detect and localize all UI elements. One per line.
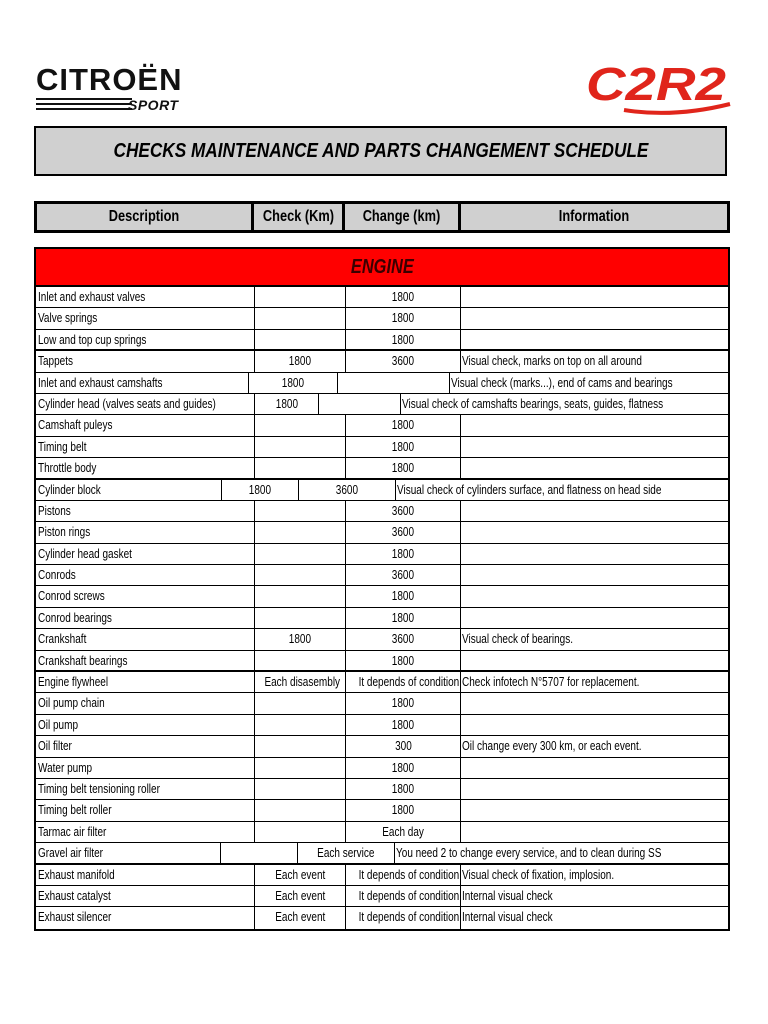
cell-information xyxy=(461,693,728,713)
cell-check xyxy=(255,693,346,713)
table-row xyxy=(36,758,728,779)
cell-change: 1800 xyxy=(346,308,461,328)
cell-information: Internal visual check xyxy=(462,888,553,903)
cell-check xyxy=(255,287,346,307)
column-header-change: Change (km) xyxy=(345,204,458,230)
cell-change: 1800 xyxy=(346,586,461,606)
cell-change: 1800 xyxy=(346,458,461,477)
table-row xyxy=(36,629,728,650)
cell-change: 1800 xyxy=(346,651,461,670)
table-row xyxy=(36,651,728,672)
cell-description: Piston rings xyxy=(36,522,255,542)
cell-information xyxy=(461,308,728,328)
cell-description: Exhaust catalyst xyxy=(36,886,255,906)
cell-description: Crankshaft bearings xyxy=(36,651,255,670)
table-row xyxy=(36,351,728,372)
table-row xyxy=(36,458,728,479)
cell-check xyxy=(221,843,298,862)
cell-description: Gravel air filter xyxy=(36,843,221,862)
cell-information xyxy=(461,715,728,735)
cell-check xyxy=(255,565,346,585)
citroen-sport-logo xyxy=(36,64,186,116)
cell-description: Low and top cup springs xyxy=(36,330,255,349)
cell-description: Crankshaft xyxy=(36,629,255,649)
cell-information: Visual check of cylinders surface, and flatness on head side xyxy=(397,482,662,497)
cell-check: Each event xyxy=(255,886,346,906)
cell-description: Tarmac air filter xyxy=(36,822,255,842)
cell-check xyxy=(255,822,346,842)
section-header-engine: ENGINE xyxy=(36,249,728,287)
cell-description: Conrod bearings xyxy=(36,608,255,628)
cell-description: Exhaust silencer xyxy=(36,907,255,928)
cell-information xyxy=(461,565,728,585)
cell-change: 1800 xyxy=(346,800,461,820)
cell-change: 3600 xyxy=(346,522,461,542)
cell-information: Check infotech N°5707 for replacement. xyxy=(462,675,640,690)
cell-check xyxy=(255,651,346,670)
cell-check xyxy=(255,800,346,820)
cell-description: Throttle body xyxy=(36,458,255,477)
table-row xyxy=(36,736,728,757)
cell-information xyxy=(461,586,728,606)
column-header-description: Description xyxy=(37,204,251,230)
cell-change: Each day xyxy=(346,822,461,842)
cell-change: 1800 xyxy=(346,415,461,435)
cell-check xyxy=(255,715,346,735)
cell-check: 1800 xyxy=(222,480,299,500)
cell-check xyxy=(255,758,346,778)
cell-change: 1800 xyxy=(346,330,461,349)
cell-information xyxy=(461,800,728,820)
cell-check xyxy=(255,608,346,628)
cell-change: 3600 xyxy=(346,629,461,649)
table-row xyxy=(36,608,728,629)
cell-information xyxy=(461,330,728,349)
cell-information: Visual check of bearings. xyxy=(462,632,573,647)
cell-check xyxy=(255,544,346,564)
table-row xyxy=(36,672,728,693)
citroen-logo-text: CITROËN xyxy=(36,62,183,97)
cell-check xyxy=(255,779,346,799)
column-header-bar xyxy=(34,201,730,233)
cell-change: 1800 xyxy=(346,758,461,778)
cell-check: Each disasembly xyxy=(255,672,346,692)
cell-description: Oil filter xyxy=(36,736,255,756)
table-row xyxy=(36,779,728,800)
cell-information xyxy=(461,287,728,307)
cell-information xyxy=(461,822,728,842)
cell-change: 1800 xyxy=(346,437,461,457)
table-row xyxy=(36,907,728,928)
cell-information xyxy=(461,522,728,542)
cell-description: Valve springs xyxy=(36,308,255,328)
cell-description: Exhaust manifold xyxy=(36,865,255,885)
cell-check: Each event xyxy=(255,865,346,885)
cell-description: Water pump xyxy=(36,758,255,778)
cell-information: Internal visual check xyxy=(462,910,553,925)
table-row xyxy=(36,865,728,886)
table-row xyxy=(36,800,728,821)
cell-description: Inlet and exhaust valves xyxy=(36,287,255,307)
table-row xyxy=(36,822,728,843)
cell-description: Oil pump xyxy=(36,715,255,735)
cell-information xyxy=(461,415,728,435)
cell-change: It depends of condition xyxy=(346,672,461,692)
document-title: CHECKS MAINTENANCE AND PARTS CHANGEMENT SCHEDULE xyxy=(113,139,648,162)
table-row xyxy=(36,373,728,394)
cell-change: 3600 xyxy=(346,565,461,585)
cell-check xyxy=(255,308,346,328)
cell-description: Conrod screws xyxy=(36,586,255,606)
cell-description: Tappets xyxy=(36,351,255,371)
table-row xyxy=(36,308,728,329)
schedule-table xyxy=(34,247,730,931)
table-row xyxy=(36,693,728,714)
cell-check: 1800 xyxy=(255,394,319,414)
cell-check: 1800 xyxy=(255,351,346,371)
column-header-check: Check (Km) xyxy=(254,204,342,230)
logo-stripes xyxy=(36,98,132,113)
cell-information xyxy=(461,608,728,628)
cell-change: 1800 xyxy=(346,779,461,799)
cell-change: 1800 xyxy=(346,715,461,735)
cell-information: You need 2 to change every service, and to clean during SS xyxy=(396,846,662,861)
cell-information xyxy=(461,651,728,670)
table-row xyxy=(36,544,728,565)
cell-check xyxy=(255,330,346,349)
table-row xyxy=(36,480,728,501)
cell-information xyxy=(461,779,728,799)
c2r2-logo-text: C2R2 xyxy=(586,58,727,110)
cell-information: Visual check of fixation, implosion. xyxy=(462,867,615,882)
cell-description: Oil pump chain xyxy=(36,693,255,713)
cell-check: Each event xyxy=(255,907,346,928)
table-body xyxy=(36,287,728,929)
table-row xyxy=(36,565,728,586)
document-title-box xyxy=(34,126,727,176)
cell-information: Visual check, marks on top on all around xyxy=(462,354,642,369)
cell-change: 3600 xyxy=(346,501,461,521)
cell-change: 300 xyxy=(346,736,461,756)
cell-check xyxy=(255,415,346,435)
cell-check xyxy=(255,522,346,542)
cell-information: Visual check of camshafts bearings, seats, guides, flatness xyxy=(401,396,663,411)
cell-change: It depends of condition xyxy=(346,907,461,928)
cell-information: Oil change every 300 km, or each event. xyxy=(462,739,642,754)
cell-check: 1800 xyxy=(249,373,338,393)
cell-check: 1800 xyxy=(255,629,346,649)
cell-check xyxy=(255,458,346,477)
cell-information xyxy=(461,758,728,778)
cell-check xyxy=(255,437,346,457)
table-row xyxy=(36,394,728,415)
cell-change xyxy=(338,373,450,393)
table-row xyxy=(36,330,728,351)
table-row xyxy=(36,287,728,308)
table-row xyxy=(36,843,728,864)
cell-change: 1800 xyxy=(346,693,461,713)
table-row xyxy=(36,715,728,736)
cell-description: Camshaft puleys xyxy=(36,415,255,435)
cell-information xyxy=(461,437,728,457)
cell-description: Inlet and exhaust camshafts xyxy=(36,373,249,393)
cell-change: 1800 xyxy=(346,608,461,628)
table-row xyxy=(36,886,728,907)
cell-information xyxy=(461,458,728,477)
column-header-information: Information xyxy=(461,204,727,230)
cell-check xyxy=(255,736,346,756)
cell-change: 3600 xyxy=(299,480,396,500)
cell-description: Engine flywheel xyxy=(36,672,255,692)
cell-description: Timing belt xyxy=(36,437,255,457)
cell-change xyxy=(319,394,400,414)
cell-description: Timing belt tensioning roller xyxy=(36,779,255,799)
sport-logo-text: SPORT xyxy=(128,97,179,113)
c2r2-logo xyxy=(584,56,734,120)
cell-information xyxy=(461,544,728,564)
table-row xyxy=(36,501,728,522)
cell-description: Timing belt roller xyxy=(36,800,255,820)
cell-change: It depends of condition xyxy=(346,865,461,885)
cell-description: Conrods xyxy=(36,565,255,585)
cell-change: 3600 xyxy=(346,351,461,371)
table-row xyxy=(36,586,728,607)
cell-check xyxy=(255,501,346,521)
cell-information: Visual check (marks...), end of cams and bearings xyxy=(451,375,673,390)
cell-description: Cylinder head gasket xyxy=(36,544,255,564)
cell-change: 1800 xyxy=(346,544,461,564)
table-row xyxy=(36,522,728,543)
table-row xyxy=(36,415,728,436)
cell-information xyxy=(461,501,728,521)
cell-description: Cylinder block xyxy=(36,480,222,500)
cell-description: Cylinder head (valves seats and guides) xyxy=(36,394,255,414)
cell-description: Pistons xyxy=(36,501,255,521)
cell-change: Each service xyxy=(298,843,395,862)
cell-check xyxy=(255,586,346,606)
cell-change: It depends of condition xyxy=(346,886,461,906)
table-row xyxy=(36,437,728,458)
cell-change: 1800 xyxy=(346,287,461,307)
